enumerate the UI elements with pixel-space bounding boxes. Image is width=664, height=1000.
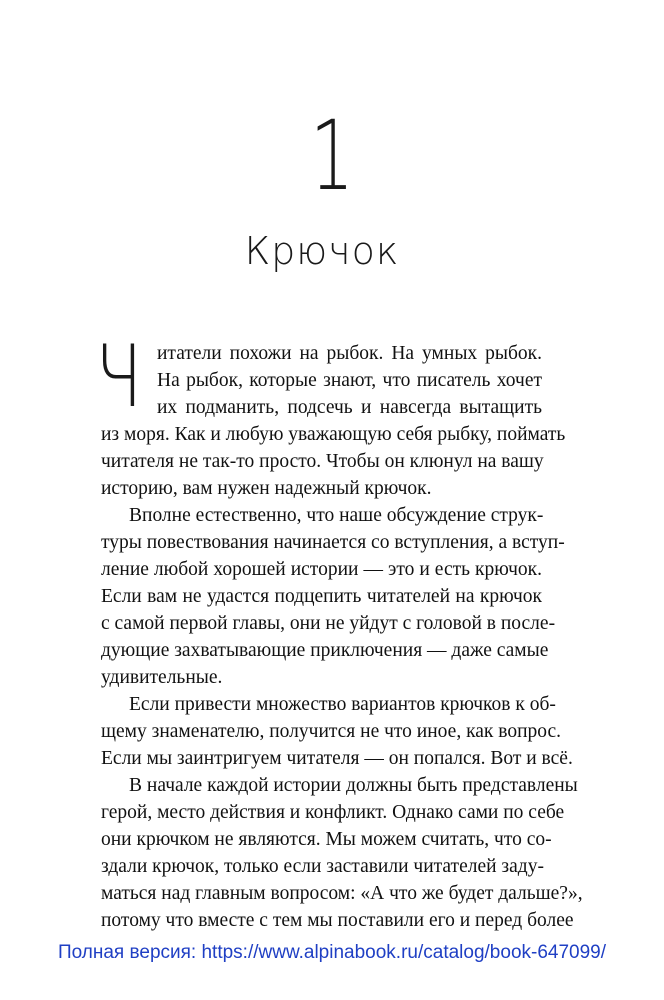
text-line: Если мы заинтригуем читателя — он попался. Вот и всё. — [101, 748, 573, 769]
text-line: дующие захватывающие приключения — даже самые — [101, 640, 549, 661]
text-line: герой, место действия и конфликт. Однако сами по себе — [101, 802, 565, 823]
text-line: их подманить, подсечь и навсегда вытащить — [157, 397, 542, 418]
text-line: из моря. Как и любую уважающую себя рыбку, поймать — [101, 424, 566, 445]
text-line: щему знаменателю, получится не что иное, как вопрос. — [101, 721, 562, 742]
text-line: Если вам не удастся подцепить читателей на крючок — [101, 586, 542, 607]
full-version-link[interactable]: Полная версия: https://www.alpinabook.ru/catalog/book-647099/ — [57, 942, 607, 963]
text-line: итатели похожи на рыбок. На умных рыбок. — [157, 343, 542, 364]
drop-cap: Ч — [95, 327, 143, 427]
paragraph-3 — [101, 691, 573, 772]
text-line: Вполне естественно, что наше обсуждение струк- — [129, 505, 544, 526]
chapter-title: Крючок — [244, 229, 400, 273]
text-line: В начале каждой истории должны быть представлены — [129, 775, 578, 796]
text-line: потому что вместе с тем мы поставили его и перед более — [101, 910, 574, 931]
text-line: Если привести множество вариантов крючков к об- — [129, 694, 556, 715]
text-line: ление любой хорошей истории — это и есть крючок. — [101, 559, 542, 580]
text-line: здали крючок, только если заставили читателей заду- — [101, 856, 544, 877]
text-line: с самой первой главы, они не уйдут с головой в после- — [101, 613, 556, 634]
text-line: На рыбок, которые знают, что писатель хочет — [157, 370, 542, 391]
text-line: историю, вам нужен надежный крючок. — [101, 478, 432, 499]
text-line: туры повествования начинается со вступления, а вступ- — [101, 532, 565, 553]
paragraph-1 — [95, 327, 566, 502]
text-line: они крючком не являются. Мы можем считать, что со- — [101, 829, 552, 850]
paragraph-4 — [101, 772, 583, 934]
text-line: читателя не так-то просто. Чтобы он клюнул на вашу — [101, 451, 544, 472]
body-text — [95, 327, 583, 934]
text-line: удивительные. — [101, 667, 223, 688]
paragraph-2 — [101, 502, 565, 691]
chapter-number: 1 — [310, 100, 354, 212]
text-line: маться над главным вопросом: «А что же будет дальше?», — [101, 883, 583, 904]
